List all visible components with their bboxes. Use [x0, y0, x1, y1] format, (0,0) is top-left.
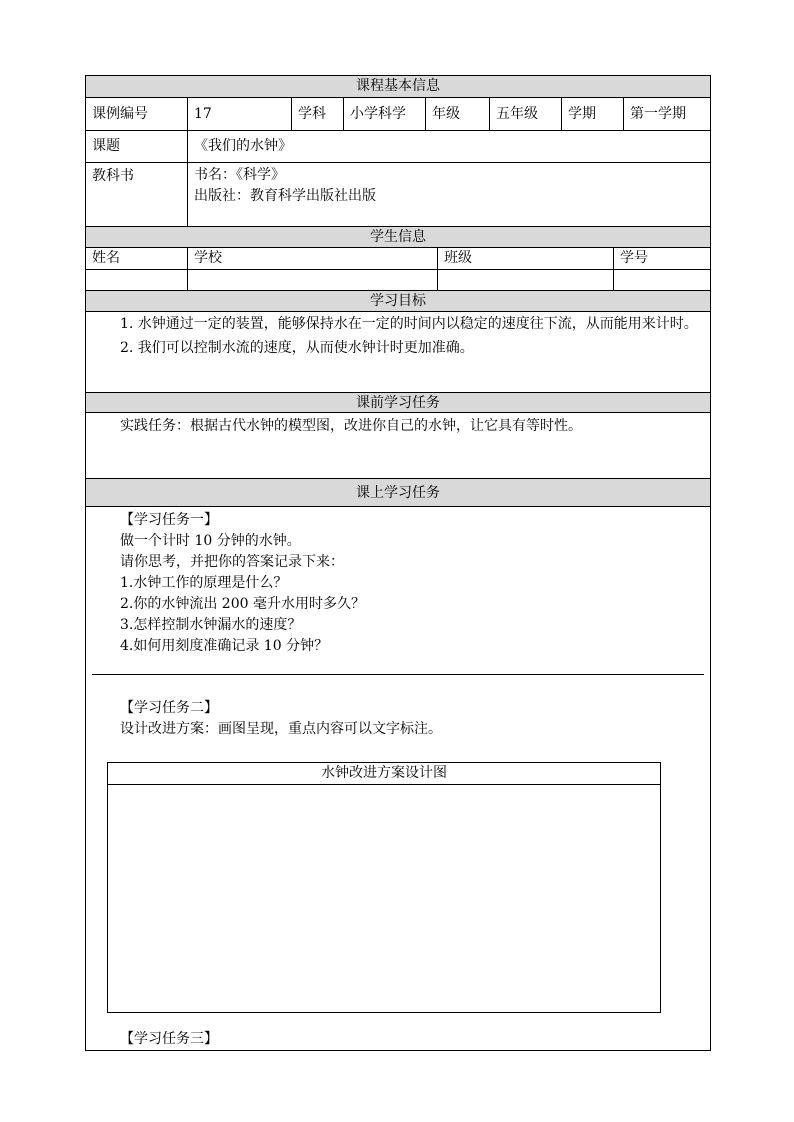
student-info-header-text: 学生信息 — [370, 229, 426, 245]
preclass-body — [86, 413, 710, 479]
objectives-header-text: 学习目标 — [370, 293, 426, 309]
task1-line: 请你思考，并把你的答案记录下来： — [120, 554, 344, 570]
task2-description: 设计改进方案：画图呈现，重点内容可以文字标注。 — [120, 721, 442, 737]
topic-row — [86, 131, 710, 163]
objectives-header — [86, 291, 710, 312]
objective-item-1: 1. 水钟通过一定的装置，能够保持水在一定的时间内以稳定的速度往下流，从而能用来计时。 — [120, 316, 698, 332]
topic-value: 《我们的水钟》 — [194, 138, 292, 154]
textbook-label: 教科书 — [86, 163, 188, 226]
course-no-label: 课例编号 — [86, 98, 188, 130]
term-label: 学期 — [562, 98, 624, 130]
student-info-header — [86, 227, 710, 248]
task3-section — [86, 1029, 710, 1050]
design-box-title: 水钟改进方案设计图 — [108, 763, 660, 785]
class-field[interactable] — [438, 270, 614, 290]
textbook-details — [188, 163, 710, 226]
objectives-body — [86, 312, 710, 393]
task1-section — [86, 510, 710, 657]
inclass-header — [86, 479, 710, 507]
answer-divider — [92, 674, 704, 675]
name-label: 姓名 — [86, 248, 188, 269]
task3-title: 【学习任务三】 — [120, 1031, 218, 1047]
task1-line: 做一个计时 10 分钟的水钟。 — [120, 533, 301, 549]
student-input-row — [86, 270, 710, 291]
topic-label: 课题 — [86, 131, 188, 162]
school-field[interactable] — [188, 270, 438, 290]
subject-label: 学科 — [292, 98, 344, 130]
task1-question-1: 1.水钟工作的原理是什么？ — [120, 575, 288, 591]
basic-info-header-text: 课程基本信息 — [356, 78, 440, 94]
student-id-label: 学号 — [620, 250, 648, 266]
task1-title: 【学习任务一】 — [120, 512, 218, 528]
objective-item-2: 2. 我们可以控制水流的速度，从而使水钟计时更加准确。 — [120, 340, 474, 356]
task2-section — [86, 698, 710, 740]
design-drawing-area[interactable] — [108, 785, 660, 1012]
task1-question-3: 3.怎样控制水钟漏水的速度？ — [120, 617, 302, 633]
course-sheet — [85, 75, 711, 1051]
task1-question-4: 4.如何用刻度准确记录 10 分钟？ — [120, 638, 329, 654]
task2-title: 【学习任务二】 — [120, 700, 218, 716]
book-name: 书名：《科学》 — [194, 167, 285, 183]
task1-question-2: 2.你的水钟流出 200 毫升水用时多久？ — [120, 596, 365, 612]
publisher: 出版社：教育科学出版社出版 — [194, 188, 376, 204]
basic-info-header — [86, 76, 710, 98]
textbook-row — [86, 163, 710, 227]
grade-value: 五年级 — [490, 98, 562, 130]
preclass-header-text: 课前学习任务 — [356, 395, 440, 411]
subject-value: 小学科学 — [344, 98, 426, 130]
class-label: 班级 — [438, 248, 614, 269]
term-value: 第一学期 — [630, 106, 686, 122]
inclass-header-text: 课上学习任务 — [356, 485, 440, 501]
preclass-task-text: 实践任务：根据古代水钟的模型图，改进你自己的水钟，让它具有等时性。 — [120, 418, 582, 434]
preclass-header — [86, 393, 710, 413]
name-field[interactable] — [86, 270, 188, 290]
design-diagram-box — [107, 762, 661, 1013]
course-row — [86, 98, 710, 131]
student-labels-row — [86, 248, 710, 270]
grade-label: 年级 — [426, 98, 490, 130]
school-label: 学校 — [188, 248, 438, 269]
student-id-field[interactable] — [614, 270, 710, 290]
course-no-value: 17 — [188, 98, 292, 130]
